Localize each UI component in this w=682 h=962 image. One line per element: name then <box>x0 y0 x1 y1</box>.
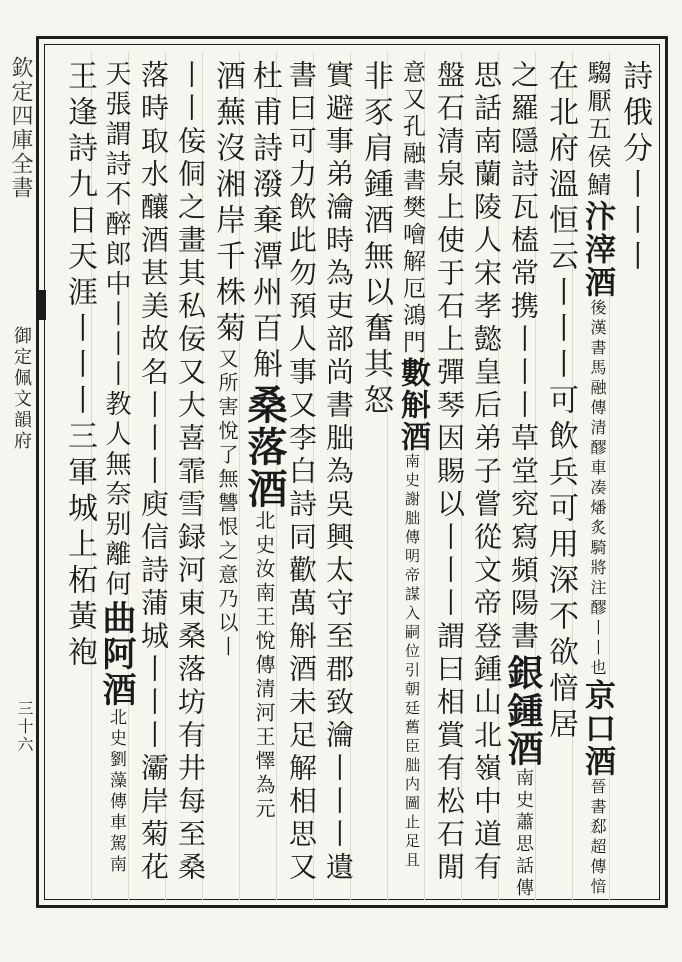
column-text: 非豕肩鍾酒無以奮其怒 <box>358 60 393 420</box>
column-text: 丨丨侫侗之畫其私佞又大喜霏雪録河東桑落坊有井每至桑 <box>174 60 207 885</box>
column-text: 詩俄分丨丨丨 <box>617 60 652 276</box>
column-text: 之羅隱詩瓦榼常携丨丨丨草堂䆓寫頻陽書 <box>507 60 540 654</box>
column-text: 天張謂詩不醉郎中丨丨丨教人無奈别離何 <box>101 60 131 600</box>
gutter-fishtail-mark <box>36 290 46 320</box>
entry-annotation: 晉書郄超傳愔 <box>588 778 607 898</box>
gutter-book-title: 欽定四庫全書 <box>8 56 33 200</box>
entry-headword: 京口酒 <box>579 679 615 778</box>
entry-annotation: 北史劉藻傳車駕南 <box>106 708 126 876</box>
text-column-16 <box>57 60 101 902</box>
entry-headword: 汴滓酒 <box>579 200 615 299</box>
gutter-page-number: 三十六 <box>15 700 34 754</box>
column-text: 盤石清泉上使于石上彈琴因賜以丨丨丨謂曰相賞有松石閒 <box>433 60 466 885</box>
entry-annotation: 南史謝朏傳明帝謀入嗣位引朝廷舊臣朏内圖止足且 <box>403 453 421 871</box>
entry-headword: 曲阿酒 <box>96 600 136 708</box>
column-text: 實避事弟瀹時為吏部尚書朏為吳興太守至郡致瀹丨丨丨遺 <box>322 60 355 885</box>
entry-annotation: 北史汝南王悅傳清河王懌為元 <box>252 510 276 822</box>
column-text: 書曰可力飲此勿預人事又李白詩同歡萬斛酒未足解相思又 <box>285 60 318 885</box>
entry-annotation: 後漢書馬融傳清醪車凑燔炙騎將注醪丨丨也 <box>588 299 607 679</box>
entry-annotation: 又所害悅了無讐恨之意乃以丨 <box>215 348 239 660</box>
column-text: 思話南蘭陵人宋孝懿皇后弟子嘗從文帝登鍾山北嶺中道有 <box>470 60 503 885</box>
column-text: 落時取水釀酒甚美故名丨丨丨庾信詩蒲城丨丨丨灞岸菊花 <box>137 60 170 885</box>
column-text: 王逢詩九日天涯丨丨丨三軍城上柘黃袍 <box>62 60 97 672</box>
column-text: 酒蕪沒湘岸千株菊 <box>210 60 245 348</box>
entry-annotation: 南史蕭思話傳 <box>513 768 534 900</box>
column-text: 在北府溫恒云丨丨丨可飲兵可用深不欲愔居 <box>543 60 578 744</box>
entry-headword: 桑落酒 <box>241 384 288 510</box>
column-text: 騶厭五侯鯖 <box>583 60 611 200</box>
entry-headword: 數斛酒 <box>395 357 430 453</box>
column-text: 意又孔融書樊噲解厄鴻門 <box>399 60 425 357</box>
entry-headword: 銀鍾酒 <box>502 654 544 768</box>
gutter-sub-title: 御定佩文韻府 <box>11 326 32 452</box>
column-text: 杜甫詩潑棄潭州百斛 <box>247 60 282 384</box>
